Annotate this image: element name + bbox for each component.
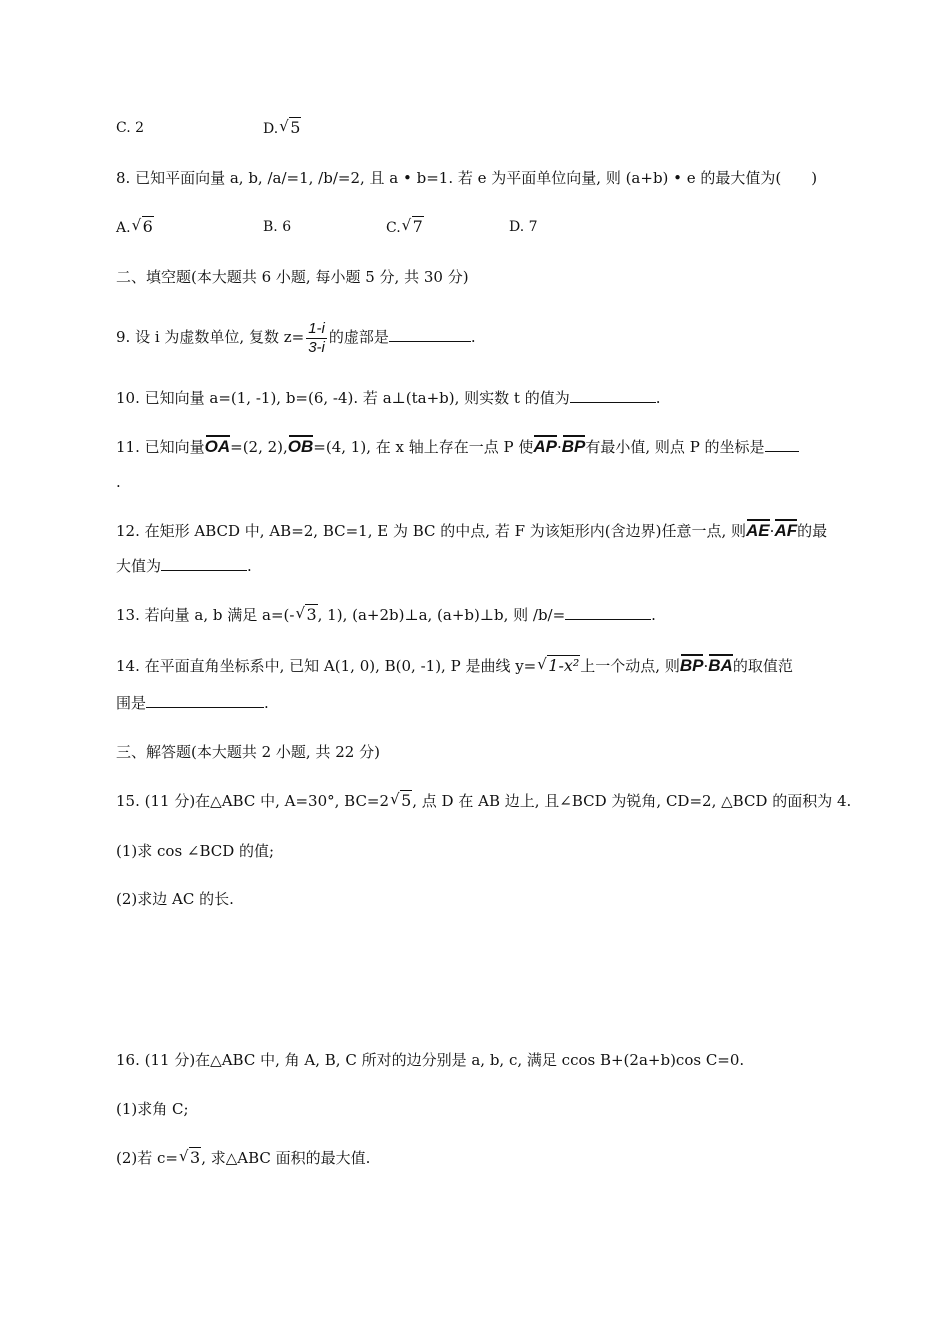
q9: 9. 设 i 为虚数单位, 复数 z= $\frac{1-i}{3-i}$ 的虚部是 . — [116, 319, 476, 356]
q7-option-d: D.√ 5 — [263, 118, 301, 139]
q14-line2: 围是 . — [116, 694, 269, 712]
q8-option-a: A.√ 6 — [116, 217, 154, 238]
q7-option-c: C. 2 — [116, 120, 145, 136]
q16-part-2: (2)若 c=√ 3, 求△ABC 面积的最大值. — [116, 1148, 370, 1168]
q11-answer-blank — [765, 437, 799, 452]
q11-end: . — [116, 473, 121, 491]
q8-option-b: B. 6 — [263, 219, 292, 235]
q9-fraction: $\frac{1-i}{3-i}$ — [308, 319, 325, 356]
q8-option-c: C.√ 7 — [386, 217, 424, 238]
q15-part-1: (1)求 cos ∠BCD 的值; — [116, 842, 275, 860]
q15-part-2: (2)求边 AC 的长. — [116, 890, 234, 908]
q13: 13. 若向量 a, b 满足 a=(-√ 3, 1), (a+2b)⊥a, (a+b)⊥b, 则 /b/= . — [116, 605, 656, 625]
q12: 12. 在矩形 ABCD 中, AB=2, BC=1, E 为 BC 的中点, 若 F 为该矩形内(含边界)任意一点, 则AE·AF的最 — [116, 521, 828, 540]
q13-answer-blank — [565, 605, 651, 620]
q8-stem: 8. 已知平面向量 a, b, /a/=1, /b/=2, 且 a • b=1. 若 e 为平面单位向量, 则 (a+b) • e 的最大值为( ) — [116, 169, 818, 187]
q16-stem: 16. (11 分)在△ABC 中, 角 A, B, C 所对的边分别是 a, b, c, 满足 ccos B+(2a+b)cos C=0. — [116, 1051, 745, 1069]
q15-stem: 15. (11 分)在△ABC 中, A=30°, BC=2√ 5, 点 D 在 AB 边上, 且∠BCD 为锐角, CD=2, △BCD 的面积为 4. — [116, 791, 851, 811]
section-2-heading: 二、填空题(本大题共 6 小题, 每小题 5 分, 共 30 分) — [116, 268, 469, 286]
q9-answer-blank — [389, 327, 471, 342]
q8-option-d: D. 7 — [509, 219, 538, 235]
q12-answer-blank — [161, 556, 247, 571]
q16-part-1: (1)求角 C; — [116, 1100, 189, 1118]
q12-line2: 大值为 . — [116, 557, 252, 575]
section-3-heading: 三、解答题(本大题共 2 小题, 共 22 分) — [116, 743, 380, 761]
q14: 14. 在平面直角坐标系中, 已知 A(1, 0), B(0, -1), P 是曲线 y=√ 1-x²上一个动点, 则BP·BA的取值范 — [116, 656, 793, 676]
q10: 10. 已知向量 a=(1, -1), b=(6, -4). 若 a⊥(ta+b), 则实数 t 的值为 . — [116, 389, 661, 407]
q14-answer-blank — [146, 693, 264, 708]
q10-answer-blank — [570, 388, 656, 403]
q11: 11. 已知向量OA=(2, 2),OB=(4, 1), 在 x 轴上存在一点 P 使AP·BP有最小值, 则点 P 的坐标是 — [116, 437, 799, 457]
